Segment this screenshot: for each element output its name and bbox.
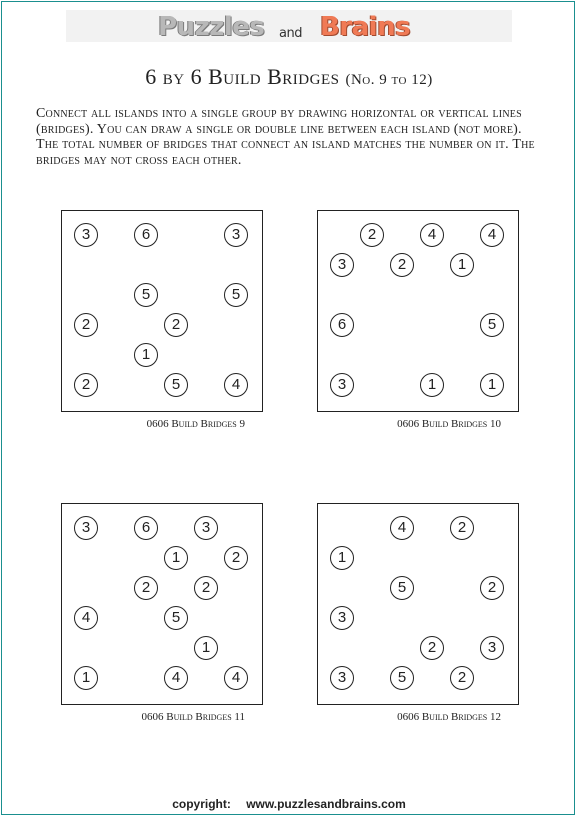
puzzle-10 <box>317 210 519 430</box>
island: 2 <box>390 253 414 277</box>
island: 4 <box>224 373 248 397</box>
island: 3 <box>330 606 354 630</box>
island: 2 <box>194 576 218 600</box>
island: 5 <box>224 283 248 307</box>
island: 1 <box>330 546 354 570</box>
island: 5 <box>164 606 188 630</box>
banner-word-brains: Brains <box>320 12 411 42</box>
island: 4 <box>390 516 414 540</box>
island: 3 <box>74 516 98 540</box>
island: 4 <box>74 606 98 630</box>
island: 5 <box>390 576 414 600</box>
puzzle-caption: 0606 Build Bridges 9 <box>146 418 245 430</box>
page-title-sub: (No. 9 to 12) <box>345 72 433 88</box>
puzzle-caption: 0606 Build Bridges 11 <box>141 711 245 723</box>
island: 2 <box>450 516 474 540</box>
island: 2 <box>360 223 384 247</box>
puzzle-caption: 0606 Build Bridges 12 <box>397 711 501 723</box>
footer <box>0 797 578 811</box>
island: 5 <box>390 666 414 690</box>
site-banner <box>66 10 512 42</box>
island: 3 <box>224 223 248 247</box>
island: 3 <box>74 223 98 247</box>
island: 3 <box>330 666 354 690</box>
island: 5 <box>480 313 504 337</box>
banner-word-puzzles: Puzzles <box>158 12 265 42</box>
island: 2 <box>224 546 248 570</box>
puzzle-12 <box>317 503 519 723</box>
island: 5 <box>164 373 188 397</box>
island: 3 <box>330 373 354 397</box>
banner-word-and: and <box>279 26 302 41</box>
island: 2 <box>450 666 474 690</box>
island: 6 <box>134 223 158 247</box>
page-title <box>0 64 578 90</box>
instructions-text: Connect all islands into a single group by drawing horizontal or vertical lines (bridges). You can draw a single or double line between each island (not more). The total number of bridges that connect an island matches the number on it. The bridges may not cross each other. <box>36 106 535 168</box>
island: 2 <box>420 636 444 660</box>
island: 1 <box>194 636 218 660</box>
island: 4 <box>420 223 444 247</box>
island: 6 <box>134 516 158 540</box>
page-title-main: 6 by 6 Build Bridges <box>145 64 340 89</box>
island: 1 <box>480 373 504 397</box>
puzzle-caption: 0606 Build Bridges 10 <box>397 418 501 430</box>
island: 1 <box>134 343 158 367</box>
website-link[interactable]: www.puzzlesandbrains.com <box>246 797 406 811</box>
island: 1 <box>164 546 188 570</box>
island: 4 <box>224 666 248 690</box>
island: 4 <box>480 223 504 247</box>
island: 6 <box>330 313 354 337</box>
puzzle-11 <box>61 503 263 723</box>
island: 2 <box>74 373 98 397</box>
island: 2 <box>480 576 504 600</box>
island: 2 <box>74 313 98 337</box>
island: 1 <box>74 666 98 690</box>
puzzle-9 <box>61 210 263 430</box>
island: 1 <box>420 373 444 397</box>
island: 2 <box>134 576 158 600</box>
copyright-label: copyright: <box>172 797 231 811</box>
island: 3 <box>480 636 504 660</box>
island: 1 <box>450 253 474 277</box>
island: 3 <box>194 516 218 540</box>
island: 3 <box>330 253 354 277</box>
island: 5 <box>134 283 158 307</box>
island: 4 <box>164 666 188 690</box>
island: 2 <box>164 313 188 337</box>
